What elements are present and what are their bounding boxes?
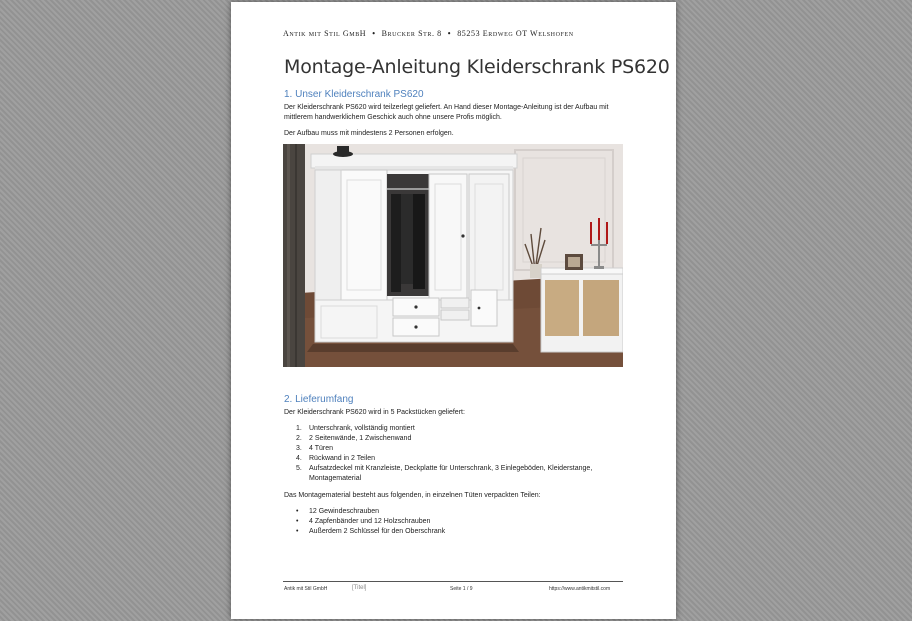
list-item: 4. Rückwand in 2 Teilen — [296, 455, 376, 462]
list-item: • Außerdem 2 Schlüssel für den Oberschrank — [296, 528, 446, 535]
list-item: 3. 4 Türen — [296, 445, 333, 452]
section-1-paragraph-1: Der Kleiderschrank PS620 wird teilzerlegt geliefert. An Hand dieser Montage-Anleitung ist der Aufbau mit mittlerem handwerklichem Geschick auch ohne unsere Profis möglich. — [284, 104, 609, 121]
footer-url: https://www.antikmitstil.com — [549, 586, 611, 592]
section-heading-1: 1. Unser Kleiderschrank PS620 — [284, 89, 424, 100]
document-title: Montage-Anleitung Kleiderschrank PS620 — [284, 56, 670, 78]
footer-title-placeholder: [Titel] — [352, 585, 367, 591]
letterhead-company: Antik mit Stil GmbH — [283, 29, 367, 38]
list-item: • 12 Gewindeschrauben — [296, 508, 380, 515]
letterhead — [283, 29, 623, 38]
footer-company: Antik mit Stil GmbH — [284, 586, 328, 592]
list-item: 1. Unterschrank, vollständig montiert — [296, 425, 415, 432]
material-list — [284, 507, 624, 537]
list-item: 5. Aufsatzdeckel mit Kranzleiste, Deckplatte für Unterschrank, 3 Einlegeböden, Kleiderstange, Montagematerial — [296, 465, 593, 482]
separator-dot-icon: • — [372, 29, 376, 38]
separator-dot-icon: • — [447, 29, 452, 38]
package-list — [284, 424, 624, 484]
bullet-dot-icon: • — [296, 508, 299, 515]
footer-divider — [283, 581, 623, 582]
material-intro: Das Montagematerial besteht aus folgenden, in einzelnen Tüten verpackten Teilen: — [284, 492, 541, 499]
document-page — [231, 2, 676, 619]
wardrobe-photo — [283, 144, 623, 367]
bullet-dot-icon: • — [296, 528, 299, 535]
section-1-paragraph-2: Der Aufbau muss mit mindestens 2 Personen erfolgen. — [284, 130, 454, 137]
list-item: 2. 2 Seitenwände, 1 Zwischenwand — [296, 435, 412, 442]
footer-page-number: Seite 1 / 9 — [450, 586, 473, 592]
section-2-intro: Der Kleiderschrank PS620 wird in 5 Packstücken geliefert: — [284, 409, 465, 416]
letterhead-city: 85253 Erdweg OT Welshofen — [457, 29, 574, 38]
bullet-dot-icon: • — [296, 518, 299, 525]
letterhead-street: Brucker Str. 8 — [381, 29, 442, 38]
section-heading-2: 2. Lieferumfang — [284, 394, 354, 405]
list-item: • 4 Zapfenbänder und 12 Holzschrauben — [296, 518, 431, 525]
